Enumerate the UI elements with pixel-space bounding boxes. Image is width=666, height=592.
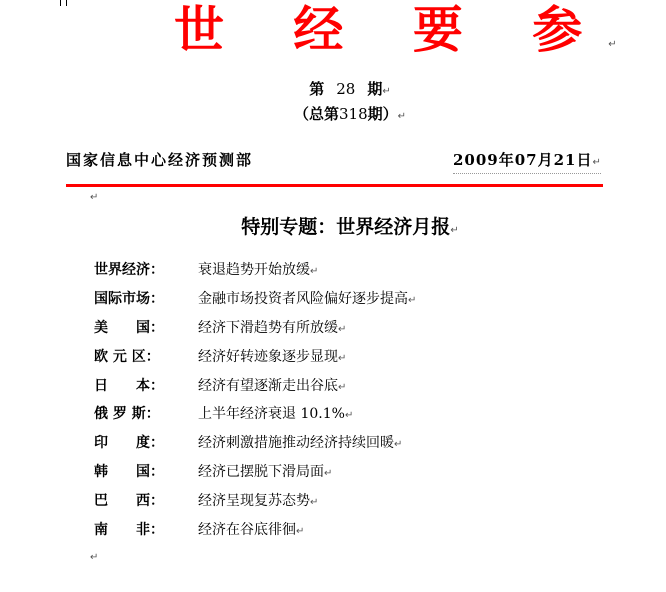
total-number: 318 <box>338 105 368 123</box>
region-label: 国际市场： <box>94 290 164 307</box>
paragraph-mark-icon: ↵ <box>338 323 347 335</box>
paragraph-mark-icon: ↵ <box>394 439 403 451</box>
list-item <box>94 375 634 404</box>
paragraph-mark-icon: ↵ <box>324 468 333 480</box>
masthead-title <box>174 1 617 73</box>
list-item <box>94 403 634 432</box>
region-label: 日 本： <box>94 377 164 394</box>
region-summary: 衰退趋势开始放缓 <box>198 262 310 278</box>
region-summary: 经济下滑趋势有所放缓 <box>198 319 338 336</box>
issue-number: 28 <box>336 80 356 98</box>
region-summary: 经济已摆脱下滑局面 <box>198 464 324 481</box>
total-issue-line <box>0 104 666 127</box>
publish-date-text: 2009年07月21日 <box>453 151 593 169</box>
paragraph-mark-icon: ↵ <box>382 86 391 97</box>
issue-suffix: 期 <box>367 80 383 98</box>
region-summary: 经济刺激措施推动经济持续回暖 <box>198 435 394 452</box>
paragraph-mark-icon: ↵ <box>338 381 347 393</box>
region-summary: 上半年经济衰退 10.1% <box>198 406 345 423</box>
region-label: 美 国： <box>94 319 164 336</box>
region-label: 韩 国： <box>94 464 164 481</box>
region-label: 巴 西： <box>94 493 164 510</box>
paragraph-mark-icon: ↵ <box>608 39 617 50</box>
region-summary: 金融市场投资者风险偏好逐步提高 <box>198 290 408 307</box>
crop-mark-left <box>60 0 61 6</box>
region-label: 俄 罗 斯： <box>94 406 160 423</box>
crop-mark-right <box>66 0 67 6</box>
total-prefix: （总第 <box>293 105 339 123</box>
publish-date <box>453 150 601 174</box>
list-item <box>94 519 634 548</box>
masthead-title-text: 世 经 要 参 <box>174 1 609 59</box>
headline-text: 特别专题：世界经济月报 <box>241 216 451 238</box>
region-label: 世界经济： <box>94 262 164 278</box>
paragraph-mark-icon: ↵ <box>90 552 99 563</box>
paragraph-mark-icon: ↵ <box>338 352 347 364</box>
region-summary: 经济有望逐渐走出谷底 <box>198 377 338 394</box>
paragraph-mark-icon: ↵ <box>310 266 319 277</box>
issue-number-line <box>0 79 666 102</box>
special-topic-headline <box>0 214 666 244</box>
list-item <box>94 288 634 317</box>
region-summary: 经济呈现复苏态势 <box>198 493 310 510</box>
red-divider-rule <box>66 184 603 187</box>
list-item <box>94 490 634 519</box>
paragraph-mark-icon: ↵ <box>408 294 417 306</box>
region-label: 欧 元 区： <box>94 348 160 365</box>
region-summary: 经济好转迹象逐步显现 <box>198 348 338 365</box>
department-name: 国家信息中心经济预测部 <box>66 151 254 169</box>
region-summary: 经济在谷底徘徊 <box>198 522 296 539</box>
issue-prefix: 第 <box>309 80 325 98</box>
summary-list <box>94 259 634 548</box>
paragraph-mark-icon: ↵ <box>592 157 601 168</box>
paragraph-mark-icon: ↵ <box>296 526 305 538</box>
total-suffix: 期） <box>367 105 398 123</box>
list-item <box>94 432 634 461</box>
list-item <box>94 346 634 375</box>
paragraph-mark-icon: ↵ <box>344 410 354 422</box>
region-label: 南 非： <box>94 522 164 539</box>
list-item <box>94 461 634 490</box>
paragraph-mark-icon: ↵ <box>310 497 319 509</box>
list-item <box>94 317 634 346</box>
paragraph-mark-icon: ↵ <box>450 225 459 236</box>
region-label: 印 度： <box>94 435 164 452</box>
paragraph-mark-icon: ↵ <box>397 111 407 122</box>
paragraph-mark-icon: ↵ <box>90 192 99 203</box>
list-item <box>94 259 634 288</box>
